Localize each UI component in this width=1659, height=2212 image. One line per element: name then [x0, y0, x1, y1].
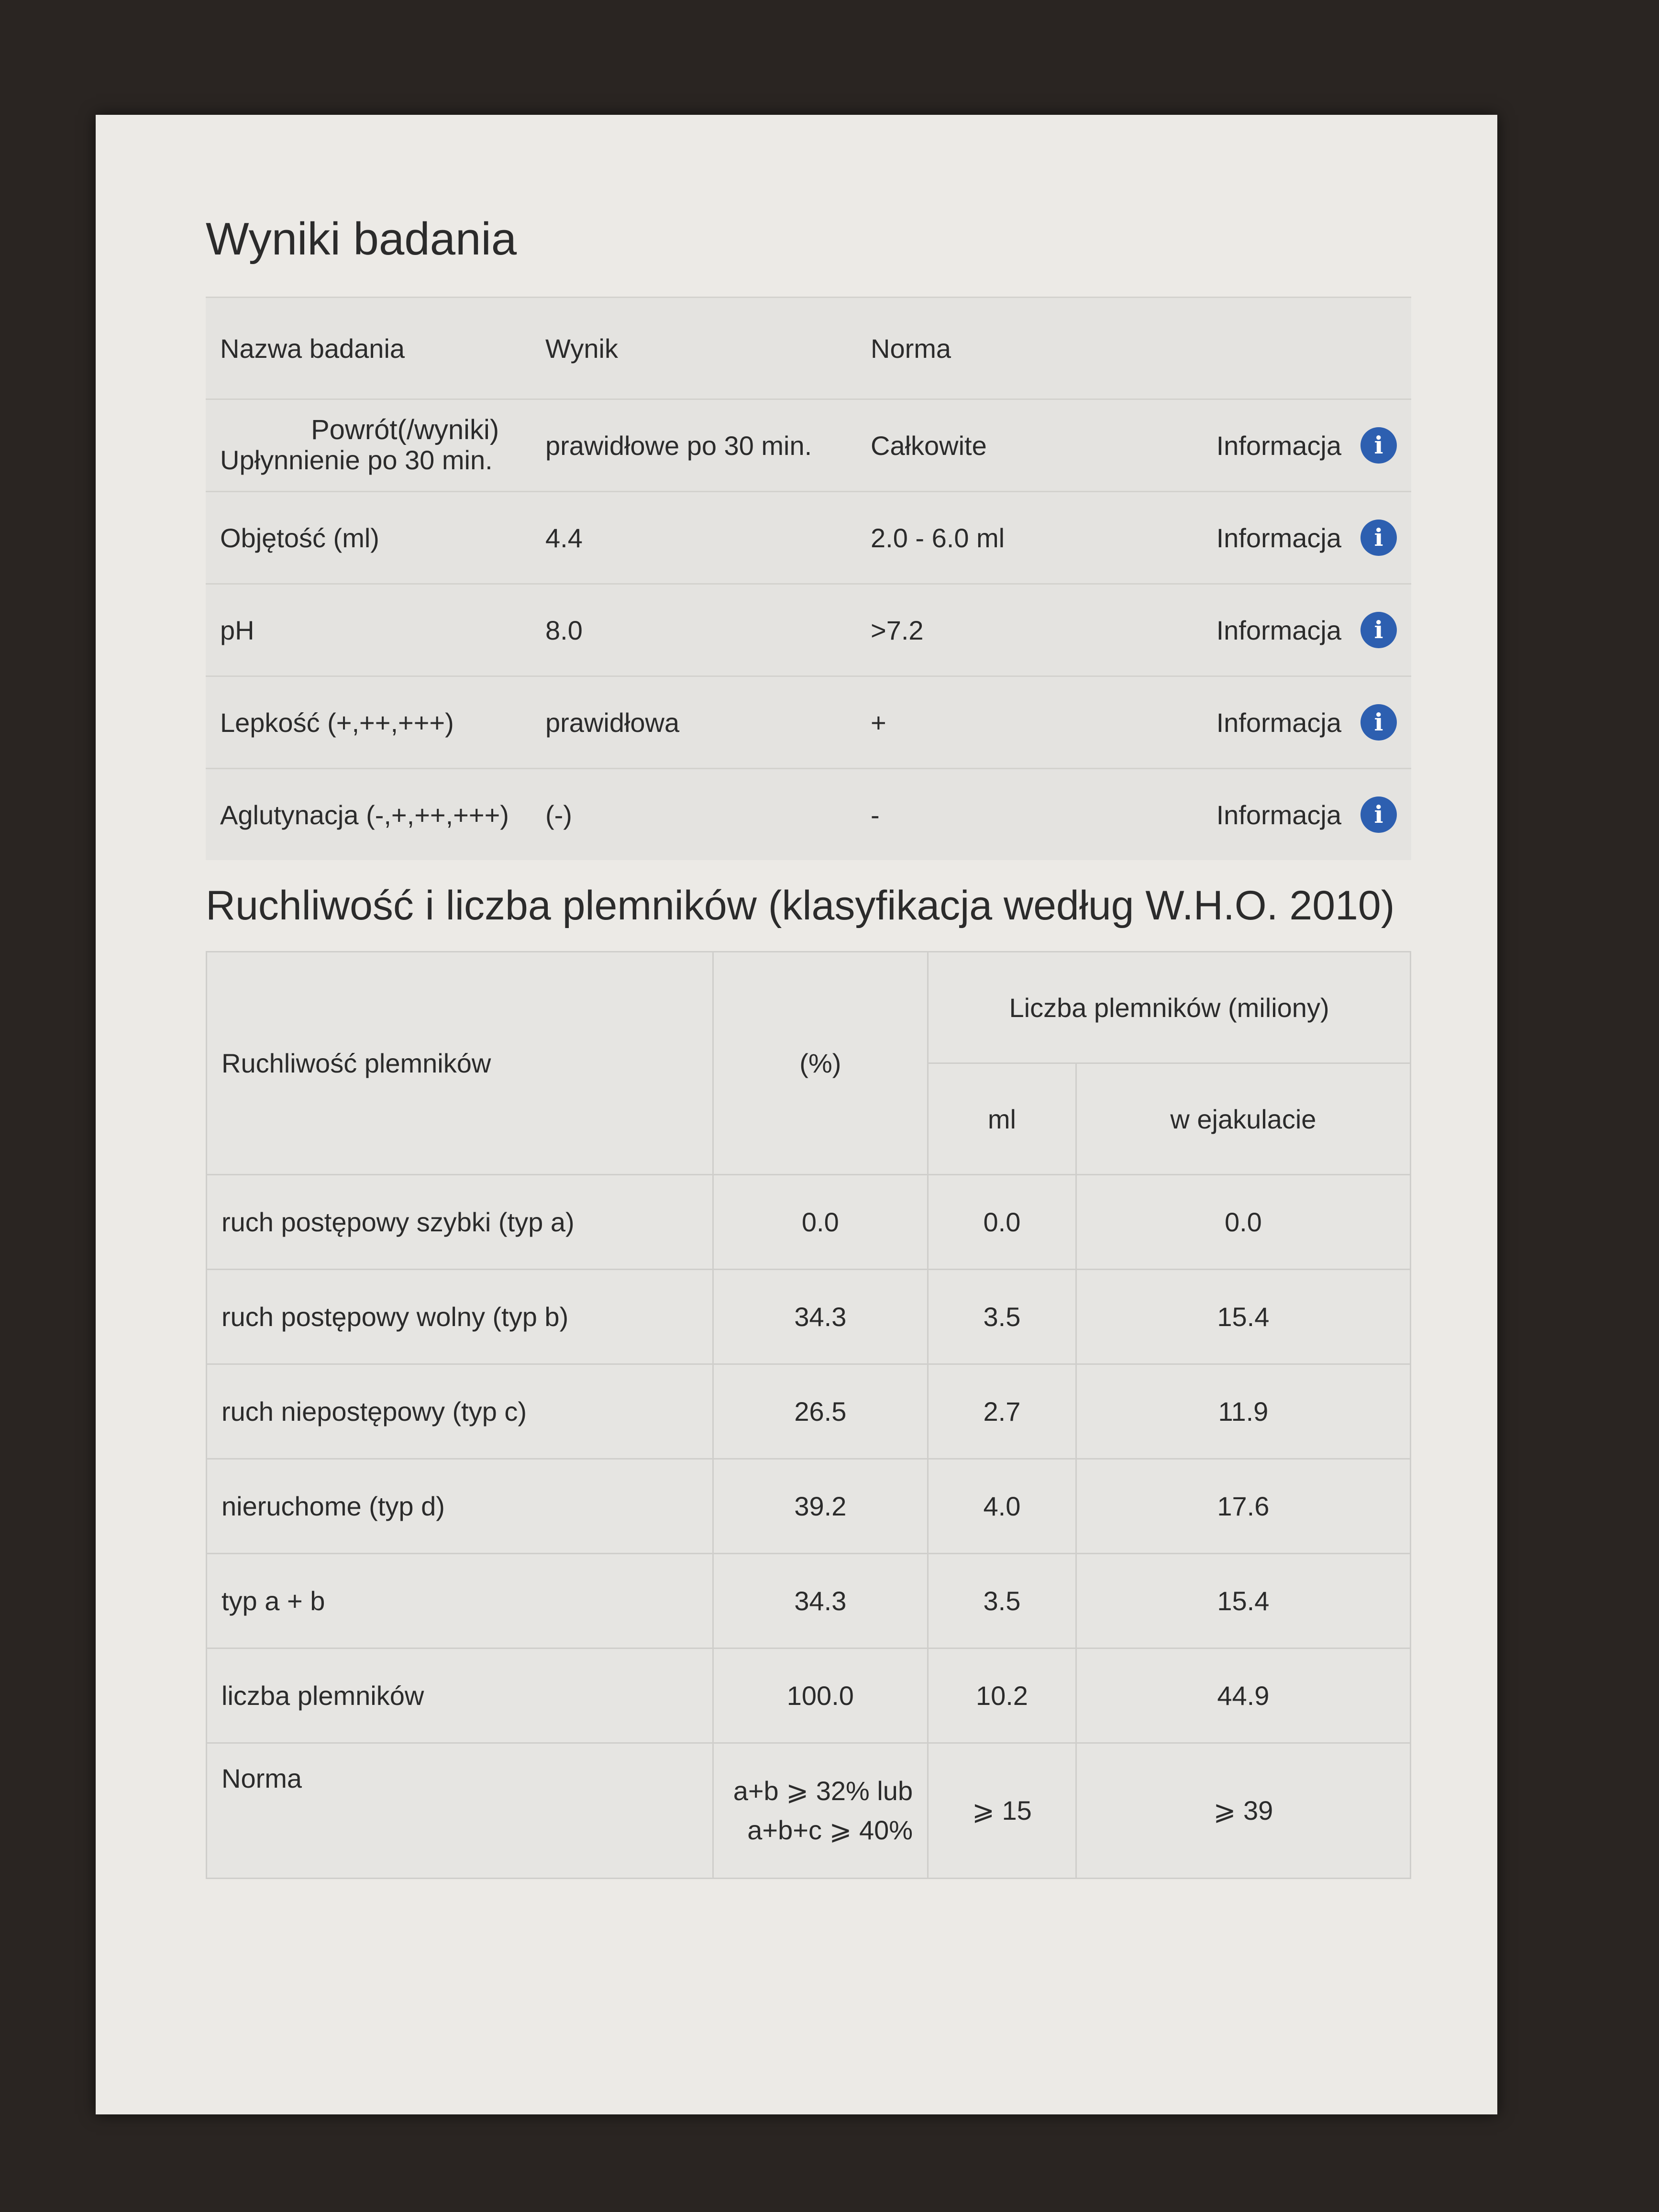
header-percent: (%)	[713, 952, 928, 1175]
test-norm: +	[856, 676, 1153, 769]
motility-label: liczba plemników	[207, 1648, 713, 1743]
norm-percent-line1: a+b ⩾ 32% lub	[733, 1776, 913, 1806]
info-link[interactable]	[1153, 676, 1411, 769]
norm-percent	[713, 1743, 928, 1879]
info-label[interactable]: Informacja	[1216, 522, 1341, 553]
test-name: pH	[206, 584, 531, 676]
info-label[interactable]: Informacja	[1216, 799, 1341, 830]
results-row	[206, 492, 1411, 584]
motility-table	[206, 951, 1411, 1879]
count-per-ml: 0.0	[928, 1175, 1076, 1270]
norm-per-ml: ⩾ 15	[928, 1743, 1076, 1879]
test-norm: -	[856, 769, 1153, 861]
test-result: 8.0	[531, 584, 856, 676]
motility-percent: 39.2	[713, 1459, 928, 1554]
results-row	[206, 676, 1411, 769]
results-title: Wyniki badania	[206, 213, 517, 265]
motility-percent: 100.0	[713, 1648, 928, 1743]
count-ejaculate: 15.4	[1076, 1554, 1410, 1648]
header-test-name: Nazwa badania	[206, 298, 531, 399]
motility-row	[207, 1270, 1411, 1364]
header-per-ml: ml	[928, 1063, 1076, 1175]
norm-label: Norma	[207, 1743, 713, 1879]
motility-percent: 26.5	[713, 1364, 928, 1459]
test-norm: Całkowite	[856, 399, 1153, 492]
info-icon[interactable]: i	[1360, 520, 1397, 556]
test-result: prawidłowa	[531, 676, 856, 769]
header-motility: Ruchliwość plemników	[207, 952, 713, 1175]
motility-label: typ a + b	[207, 1554, 713, 1648]
motility-label: ruch niepostępowy (typ c)	[207, 1364, 713, 1459]
info-link[interactable]	[1153, 584, 1411, 676]
count-per-ml: 3.5	[928, 1554, 1076, 1648]
results-header-row	[206, 298, 1411, 399]
info-label[interactable]: Informacja	[1216, 430, 1341, 461]
motility-label: nieruchome (typ d)	[207, 1459, 713, 1554]
info-icon[interactable]: i	[1360, 427, 1397, 464]
results-row	[206, 584, 1411, 676]
document	[206, 210, 1411, 1879]
info-icon[interactable]: i	[1360, 796, 1397, 833]
norm-row	[207, 1743, 1411, 1879]
motility-row	[207, 1648, 1411, 1743]
motility-percent: 34.3	[713, 1270, 928, 1364]
test-result: (-)	[531, 769, 856, 861]
paper-sheet	[96, 115, 1497, 2114]
count-per-ml: 2.7	[928, 1364, 1076, 1459]
test-name: Aglutynacja (-,+,++,+++)	[206, 769, 531, 861]
count-per-ml: 10.2	[928, 1648, 1076, 1743]
test-norm: 2.0 - 6.0 ml	[856, 492, 1153, 584]
motility-label: ruch postępowy szybki (typ a)	[207, 1175, 713, 1270]
test-result: prawidłowe po 30 min.	[531, 399, 856, 492]
info-link[interactable]	[1153, 399, 1411, 492]
count-ejaculate: 15.4	[1076, 1270, 1410, 1364]
motility-percent: 34.3	[713, 1554, 928, 1648]
info-label[interactable]: Informacja	[1216, 615, 1341, 645]
norm-percent-line2: a+b+c ⩾ 40%	[747, 1815, 913, 1845]
header-result: Wynik	[531, 298, 856, 399]
back-link[interactable]: Powrót(/wyniki)	[311, 414, 499, 445]
motility-row	[207, 1554, 1411, 1648]
results-row	[206, 769, 1411, 861]
motility-row	[207, 1459, 1411, 1554]
header-empty	[1153, 298, 1411, 399]
test-name: Objętość (ml)	[206, 492, 531, 584]
test-name: Upłynnienie po 30 min.	[220, 444, 493, 475]
test-result: 4.4	[531, 492, 856, 584]
motility-label: ruch postępowy wolny (typ b)	[207, 1270, 713, 1364]
norm-ejaculate: ⩾ 39	[1076, 1743, 1410, 1879]
header-count-group: Liczba plemników (miliony)	[928, 952, 1411, 1063]
count-per-ml: 3.5	[928, 1270, 1076, 1364]
count-ejaculate: 44.9	[1076, 1648, 1410, 1743]
info-label[interactable]: Informacja	[1216, 707, 1341, 738]
results-table	[206, 297, 1411, 860]
test-norm: >7.2	[856, 584, 1153, 676]
motility-header-row	[207, 952, 1411, 1063]
info-icon[interactable]: i	[1360, 704, 1397, 741]
count-ejaculate: 17.6	[1076, 1459, 1410, 1554]
info-icon[interactable]: i	[1360, 612, 1397, 648]
info-link[interactable]	[1153, 492, 1411, 584]
motility-row	[207, 1364, 1411, 1459]
info-link[interactable]	[1153, 769, 1411, 861]
motility-row	[207, 1175, 1411, 1270]
count-per-ml: 4.0	[928, 1459, 1076, 1554]
count-ejaculate: 11.9	[1076, 1364, 1410, 1459]
test-name-cell	[206, 399, 531, 492]
header-norm: Norma	[856, 298, 1153, 399]
count-ejaculate: 0.0	[1076, 1175, 1410, 1270]
results-row	[206, 399, 1411, 492]
test-name: Lepkość (+,++,+++)	[206, 676, 531, 769]
motility-title: Ruchliwość i liczba plemników (klasyfikacja według W.H.O. 2010)	[206, 883, 1395, 929]
motility-percent: 0.0	[713, 1175, 928, 1270]
header-ejaculate: w ejakulacie	[1076, 1063, 1410, 1175]
